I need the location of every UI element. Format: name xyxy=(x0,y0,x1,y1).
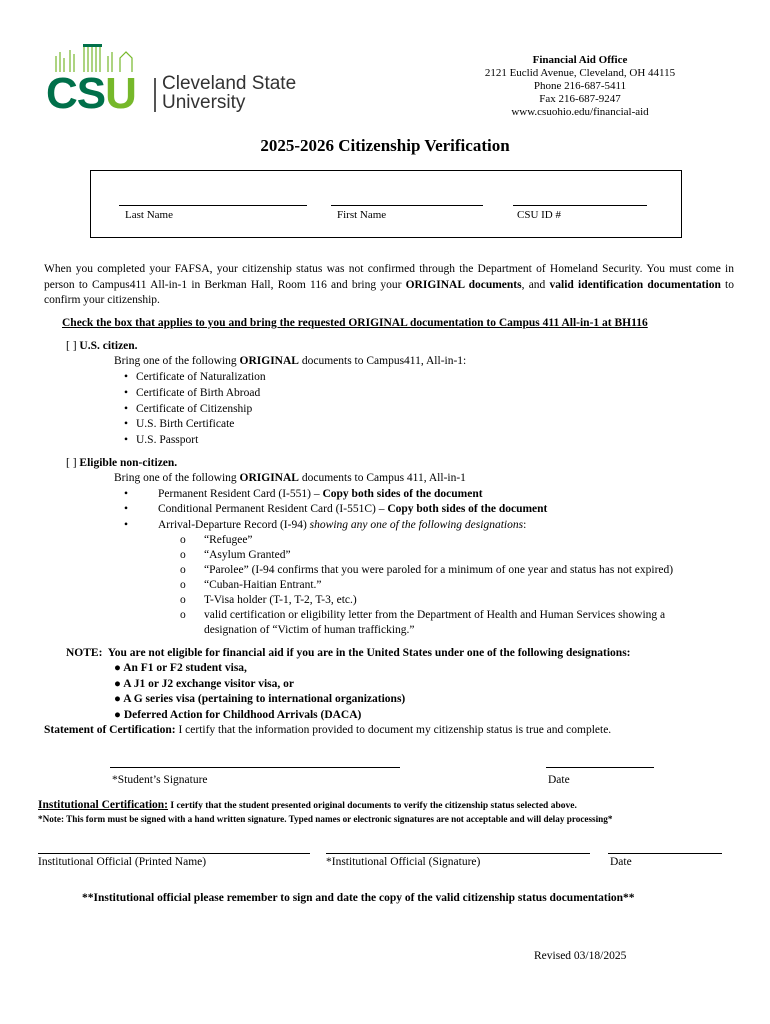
list-item: • Certificate of Citizenship xyxy=(124,403,253,415)
instruction-heading: Check the box that applies to you and bring the requested ORIGINAL documentation to Campus 411 All-in-1 at BH116 xyxy=(62,317,648,329)
noncitizen-option[interactable]: [ ] Eligible non-citizen. xyxy=(66,457,178,469)
list-item: ● A G series visa (pertaining to international organizations) xyxy=(114,693,406,705)
list-item: o valid certification or eligibility letter from the Department of Health and Human Services showing a xyxy=(180,609,666,621)
list-item: o “Cuban-Haitian Entrant.” xyxy=(180,579,322,591)
institutional-certification: Institutional Certification: I certify that the student presented original documents to verify the citizenship status selected above. xyxy=(38,799,577,811)
student-signature-label: *Student’s Signature xyxy=(112,774,208,786)
logo-divider xyxy=(154,78,156,112)
intro-paragraph: When you completed your FAFSA, your citizenship status was not confirmed through the Department of Homeland Security. You must come in person to Campus411 All-in-1 in Berkman Hall, Room 116 and bring your ORIGINAL documents, and valid identification documentation to confirm your citizenship. xyxy=(44,263,734,306)
csu-id-field[interactable] xyxy=(513,205,647,206)
list-item: • U.S. Passport xyxy=(124,434,199,446)
last-name-field[interactable] xyxy=(119,205,307,206)
list-item: o “Refugee” xyxy=(180,534,253,546)
office-phone: Phone 216-687-5411 xyxy=(533,80,627,92)
official-signature-label: *Institutional Official (Signature) xyxy=(326,856,481,868)
noncitizen-checkbox[interactable]: [ ] xyxy=(66,457,77,469)
student-date-label: Date xyxy=(548,774,570,786)
list-item: ● A J1 or J2 exchange visitor visa, or xyxy=(114,678,294,690)
list-item-continuation: designation of “Victim of human trafficking.” xyxy=(204,624,415,636)
list-item: ● Deferred Action for Childhood Arrivals (DACA) xyxy=(114,709,362,721)
list-item: o “Parolee” (I-94 confirms that you were paroled for a minimum of one year and status has not expired) xyxy=(180,564,674,576)
us-citizen-checkbox[interactable]: [ ] xyxy=(66,340,77,352)
student-info-box xyxy=(90,170,682,238)
student-date-field[interactable] xyxy=(546,767,654,768)
office-address: 2121 Euclid Avenue, Cleveland, OH 44115 xyxy=(484,67,676,79)
list-item: • U.S. Birth Certificate xyxy=(124,418,235,430)
list-item: • Arrival-Departure Record (I-94) showing any one of the following designations: xyxy=(124,519,527,531)
list-item: • Permanent Resident Card (I-551) – Copy both sides of the document xyxy=(124,488,483,500)
list-item: o “Asylum Granted” xyxy=(180,549,291,561)
noncitizen-instruction: Bring one of the following ORIGINAL documents to Campus 411, All-in-1 xyxy=(114,472,466,484)
university-name: Cleveland State University xyxy=(162,73,297,113)
us-citizen-option[interactable]: [ ] U.S. citizen. xyxy=(66,340,138,352)
first-name-field[interactable] xyxy=(331,205,483,206)
list-item: ● An F1 or F2 student visa, xyxy=(114,662,247,674)
office-contact-block xyxy=(440,54,720,119)
csu-id-label: CSU ID # xyxy=(517,209,562,221)
reminder-text: **Institutional official please remember to sign and date the copy of the valid citizenship status documentation** xyxy=(82,892,635,904)
note-block: NOTE: You are not eligible for financial aid if you are in the United States under one of the following designations: xyxy=(66,647,631,659)
official-name-field[interactable] xyxy=(38,853,310,854)
us-citizen-instruction: Bring one of the following ORIGINAL documents to Campus411, All-in-1: xyxy=(114,355,467,367)
official-name-label: Institutional Official (Printed Name) xyxy=(38,856,207,868)
official-date-label: Date xyxy=(610,856,632,868)
list-item: • Certificate of Naturalization xyxy=(124,371,266,383)
csu-logo: CSU xyxy=(46,69,136,118)
form-title: 2025-2026 Citizenship Verification xyxy=(260,136,510,155)
list-item: o T-Visa holder (T-1, T-2, T-3, etc.) xyxy=(180,594,357,606)
signature-note: *Note: This form must be signed with a hand written signature. Typed names or electronic signatures are not acceptable and will delay processing* xyxy=(38,814,613,824)
revision-date: Revised 03/18/2025 xyxy=(534,950,627,962)
list-item: • Certificate of Birth Abroad xyxy=(124,387,261,399)
first-name-label: First Name xyxy=(337,209,387,221)
student-signature-field[interactable] xyxy=(110,767,400,768)
official-date-field[interactable] xyxy=(608,853,722,854)
statement-of-certification: Statement of Certification: I certify that the information provided to document my citizenship status is true and complete. xyxy=(44,724,612,736)
office-fax: Fax 216-687-9247 xyxy=(539,93,621,105)
office-name: Financial Aid Office xyxy=(532,54,628,66)
official-signature-field[interactable] xyxy=(326,853,590,854)
office-website: www.csuohio.edu/financial-aid xyxy=(511,106,649,118)
list-item: • Conditional Permanent Resident Card (I-551C) – Copy both sides of the document xyxy=(124,503,548,515)
last-name-label: Last Name xyxy=(125,209,173,221)
